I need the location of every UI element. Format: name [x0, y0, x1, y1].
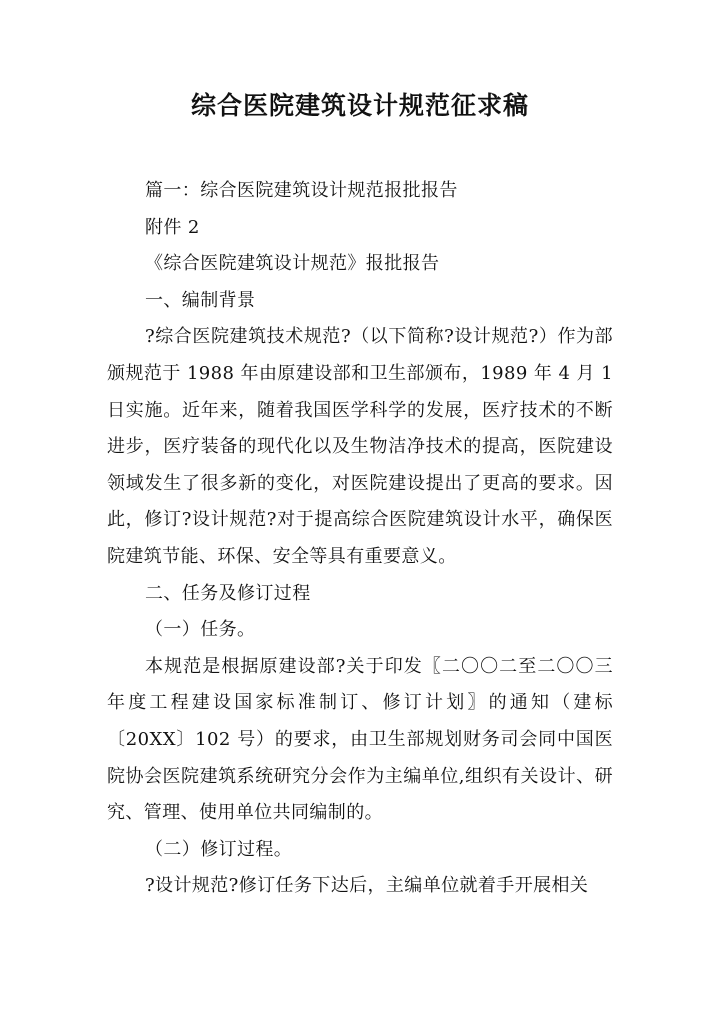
- document-body: [107, 173, 613, 905]
- subheading-process: （二）修订过程。: [145, 838, 293, 860]
- line-chapter: 篇一：综合医院建筑设计规范报批报告: [145, 180, 458, 201]
- heading-background: 一、编制背景: [145, 289, 256, 311]
- paragraph-process: ?设计规范?修订任务下达后，主编单位就着手开展相关: [145, 875, 589, 897]
- heading-task-process: 二、任务及修订过程: [145, 582, 311, 604]
- line-attachment: 附件 2: [145, 216, 200, 238]
- subheading-task: （一）任务。: [145, 619, 256, 641]
- document-title: 综合医院建筑设计规范征求稿: [190, 91, 529, 120]
- paragraph-background: ?综合医院建筑技术规范?（以下简称?设计规范?）作为部颁规范于 1988 年由原建设部和卫生部颁布，1989 年 4 月 1 日实施。近年来，随着我国医学科学的发展，医疗技术的不断进步，医疗装备的现代化以及生物洁净技术的提高，医院建设领域发生了很多新的变化，对医院建设提出了更高的要求。因此，修订?设计规范?对于提高综合医院建筑设计水平，确保医院建筑节能、环保、安全等具有重要意义。: [107, 326, 613, 567]
- paragraph-task: 本规范是根据原建设部?关于印发〖二〇〇二至二〇〇三年度工程建设国家标准制订、修订计划〗的通知（建标〔20XX〕102 号）的要求，由卫生部规划财务司会同中国医院协会医院建筑系统研究分会作为主编单位,组织有关设计、研究、管理、使用单位共同编制的。: [107, 655, 613, 824]
- line-report-title: 《综合医院建筑设计规范》报批报告: [145, 253, 440, 275]
